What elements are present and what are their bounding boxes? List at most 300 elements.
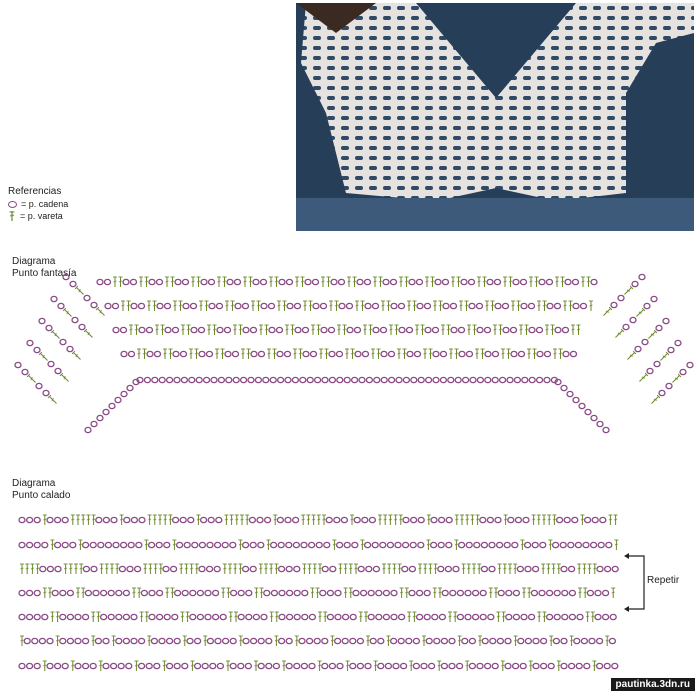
double-crochet-stitch xyxy=(239,636,243,646)
chain-stitch xyxy=(139,517,145,522)
double-crochet-stitch xyxy=(586,612,590,622)
chain-stitch xyxy=(413,663,419,668)
chain-stitch xyxy=(435,279,441,284)
double-crochet-stitch xyxy=(317,515,321,525)
chain-stitch xyxy=(201,279,207,284)
chain-stitch xyxy=(116,590,122,595)
double-crochet-stitch xyxy=(453,612,457,622)
double-crochet-stitch xyxy=(56,636,60,646)
double-crochet-stitch xyxy=(423,564,427,574)
legend-item-double-crochet xyxy=(8,211,63,221)
double-crochet-stitch xyxy=(48,395,58,405)
chain-stitch xyxy=(533,663,539,668)
chain-stitch xyxy=(409,590,415,595)
double-crochet-stitch xyxy=(553,349,557,359)
chain-stitch xyxy=(34,347,40,352)
chain-stitch xyxy=(368,614,374,619)
chain-stitch xyxy=(659,390,665,395)
double-crochet-stitch xyxy=(303,301,307,311)
double-crochet-stitch xyxy=(191,277,195,287)
chain-stitch xyxy=(91,302,97,307)
double-crochet-stitch xyxy=(551,325,555,335)
chain-stitch xyxy=(103,409,109,414)
double-crochet-stitch xyxy=(397,349,401,359)
chain-stitch xyxy=(207,542,213,547)
double-crochet-stitch xyxy=(359,612,363,622)
double-crochet-stitch xyxy=(76,588,80,598)
double-crochet-stitch xyxy=(387,301,391,311)
chain-stitch xyxy=(597,566,603,571)
chain-stitch xyxy=(487,517,493,522)
double-crochet-stitch xyxy=(259,564,263,574)
chain-stitch xyxy=(589,638,595,643)
chain-stitch xyxy=(568,542,574,547)
chain-stitch xyxy=(389,377,395,382)
double-crochet-stitch xyxy=(243,277,247,287)
double-crochet-stitch xyxy=(374,661,378,671)
chain-stitch xyxy=(603,590,609,595)
chain-stitch xyxy=(223,638,229,643)
chain-stitch xyxy=(90,663,96,668)
double-crochet-stitch xyxy=(161,325,165,335)
chain-stitch xyxy=(300,377,306,382)
chain-stitch xyxy=(337,542,343,547)
chain-stitch xyxy=(376,590,382,595)
chain-stitch xyxy=(97,279,103,284)
chain-stitch xyxy=(115,397,121,402)
double-crochet-stitch xyxy=(154,564,158,574)
chain-stitch xyxy=(22,369,28,374)
double-crochet-stitch xyxy=(398,564,402,574)
chain-stitch xyxy=(47,663,53,668)
double-crochet-stitch xyxy=(186,612,190,622)
double-crochet-stitch xyxy=(588,564,592,574)
double-crochet-stitch xyxy=(448,612,452,622)
chain-stitch xyxy=(257,517,263,522)
chain-stitch xyxy=(225,327,231,332)
double-crochet-stitch xyxy=(239,325,243,335)
double-crochet-stitch xyxy=(361,301,365,311)
chain-stitch xyxy=(469,303,475,308)
double-crochet-stitch xyxy=(460,515,464,525)
chain-stitch xyxy=(431,542,437,547)
double-crochet-stitch xyxy=(503,564,507,574)
chain-stitch xyxy=(175,590,181,595)
chain-stitch xyxy=(165,327,171,332)
double-crochet-stitch xyxy=(614,329,624,339)
chain-stitch xyxy=(204,377,210,382)
double-crochet-stitch xyxy=(332,540,336,550)
chain-stitch xyxy=(113,327,119,332)
chain-stitch xyxy=(498,590,504,595)
double-crochet-stitch xyxy=(381,301,385,311)
chain-stitch xyxy=(525,542,531,547)
double-crochet-stitch xyxy=(254,588,258,598)
double-crochet-stitch xyxy=(475,349,479,359)
double-crochet-stitch xyxy=(135,325,139,335)
chain-stitch xyxy=(571,351,577,356)
chain-stitch xyxy=(108,590,114,595)
chain-stitch xyxy=(330,566,336,571)
chain-stitch xyxy=(131,614,137,619)
double-crochet-stitch xyxy=(508,564,512,574)
chain-stitch xyxy=(455,377,461,382)
chain-stitch xyxy=(477,327,483,332)
double-crochet-stitch xyxy=(425,277,429,287)
chain-stitch xyxy=(301,663,307,668)
double-crochet-stitch xyxy=(230,515,234,525)
double-crochet-stitch xyxy=(110,564,114,574)
double-crochet-stitch xyxy=(614,515,618,525)
chain-stitch xyxy=(207,566,213,571)
chain-stitch xyxy=(438,566,444,571)
chain-stitch xyxy=(285,351,291,356)
chain-stitch xyxy=(463,377,469,382)
chain-stitch xyxy=(389,351,395,356)
chain-stitch xyxy=(391,303,397,308)
double-crochet-stitch xyxy=(81,588,85,598)
chain-stitch xyxy=(610,614,616,619)
double-crochet-stitch xyxy=(78,540,82,550)
chain-stitch xyxy=(324,542,330,547)
double-crochet-stitch xyxy=(481,349,485,359)
double-crochet-stitch xyxy=(477,564,481,574)
double-crochet-stitch xyxy=(329,301,333,311)
double-crochet-stitch xyxy=(274,636,278,646)
double-crochet-stitch xyxy=(238,564,242,574)
diagram1-heading: Diagrama xyxy=(12,256,56,267)
chain-stitch xyxy=(243,542,249,547)
double-crochet-stitch xyxy=(187,325,191,335)
diagram1-chart xyxy=(0,270,699,445)
chain-stitch xyxy=(201,517,207,522)
chain-stitch xyxy=(246,614,252,619)
chain-stitch xyxy=(666,383,672,388)
chain-stitch xyxy=(485,663,491,668)
chain-stitch xyxy=(321,327,327,332)
chain-stitch xyxy=(251,638,257,643)
double-crochet-stitch xyxy=(454,540,458,550)
chain-stitch xyxy=(443,279,449,284)
double-crochet-stitch xyxy=(532,515,536,525)
chain-stitch xyxy=(344,377,350,382)
chain-stitch xyxy=(103,517,109,522)
chain-stitch xyxy=(529,327,535,332)
chain-stitch xyxy=(159,638,165,643)
chain-stitch xyxy=(75,663,81,668)
double-crochet-stitch xyxy=(413,301,417,311)
double-crochet-stitch xyxy=(323,612,327,622)
chain-icon xyxy=(8,201,17,208)
double-crochet-stitch xyxy=(217,277,221,287)
chain-stitch xyxy=(139,638,145,643)
chain-stitch xyxy=(415,351,421,356)
chain-stitch xyxy=(663,318,669,323)
chain-stitch xyxy=(507,377,513,382)
double-crochet-stitch xyxy=(587,277,591,287)
double-crochet-stitch xyxy=(165,277,169,287)
chain-stitch xyxy=(381,327,387,332)
chain-stitch xyxy=(123,638,129,643)
chain-stitch xyxy=(47,517,53,522)
chain-stitch xyxy=(27,542,33,547)
legend-label: = p. cadena xyxy=(21,199,69,209)
chain-stitch xyxy=(174,377,180,382)
chain-stitch xyxy=(60,638,66,643)
chain-stitch xyxy=(421,663,427,668)
chain-stitch xyxy=(630,317,636,322)
double-crochet-stitch xyxy=(173,301,177,311)
chain-stitch xyxy=(403,517,409,522)
chain-stitch xyxy=(334,517,340,522)
double-crochet-stitch xyxy=(437,661,441,671)
chain-stitch xyxy=(417,279,423,284)
double-crochet-stitch xyxy=(543,301,547,311)
chain-stitch xyxy=(173,351,179,356)
chain-stitch xyxy=(434,638,440,643)
chain-stitch xyxy=(497,542,503,547)
chain-stitch xyxy=(60,339,66,344)
chain-stitch xyxy=(191,327,197,332)
double-crochet-stitch xyxy=(559,349,563,359)
chain-stitch xyxy=(109,403,115,408)
double-crochet-stitch xyxy=(254,661,258,671)
double-crochet-stitch xyxy=(522,588,526,598)
chain-stitch xyxy=(15,362,21,367)
chain-stitch xyxy=(36,383,42,388)
chain-stitch xyxy=(42,542,48,547)
chain-stitch xyxy=(432,614,438,619)
chain-stitch xyxy=(335,614,341,619)
legend-title: Referencias xyxy=(8,186,62,197)
double-crochet-stitch xyxy=(30,564,34,574)
chain-stitch xyxy=(632,281,638,286)
double-crochet-stitch xyxy=(364,612,368,622)
chain-stitch xyxy=(105,303,111,308)
chain-stitch xyxy=(175,279,181,284)
chain-stitch xyxy=(451,327,457,332)
double-crochet-stitch xyxy=(671,374,681,384)
chain-stitch xyxy=(226,377,232,382)
chain-stitch xyxy=(380,542,386,547)
double-crochet-stitch xyxy=(489,588,493,598)
double-crochet-stitch xyxy=(537,301,541,311)
chain-stitch xyxy=(606,542,612,547)
double-crochet-stitch xyxy=(325,349,329,359)
double-crochet-stitch xyxy=(514,636,518,646)
double-crochet-stitch xyxy=(407,612,411,622)
chain-stitch xyxy=(164,614,170,619)
chain-stitch xyxy=(411,377,417,382)
double-crochet-stitch xyxy=(351,349,355,359)
diagram2-subtitle: Punto calado xyxy=(12,490,71,501)
chain-stitch xyxy=(174,663,180,668)
chain-stitch xyxy=(147,327,153,332)
double-crochet-stitch xyxy=(496,612,500,622)
double-crochet-stitch xyxy=(91,636,95,646)
double-crochet-stitch xyxy=(293,349,297,359)
chain-stitch xyxy=(216,517,222,522)
chain-stitch xyxy=(513,663,519,668)
chain-stitch xyxy=(618,295,624,300)
double-crochet-stitch xyxy=(335,301,339,311)
double-crochet-stitch xyxy=(409,661,413,671)
double-crochet-stitch xyxy=(462,564,466,574)
chain-stitch xyxy=(654,361,660,366)
chain-stitch xyxy=(409,279,415,284)
chain-stitch xyxy=(108,614,114,619)
double-crochet-stitch xyxy=(467,564,471,574)
chain-stitch xyxy=(355,351,361,356)
chain-stitch xyxy=(27,614,33,619)
chain-stitch xyxy=(207,351,213,356)
double-crochet-stitch xyxy=(403,349,407,359)
chain-stitch xyxy=(517,566,523,571)
chain-stitch xyxy=(152,377,158,382)
chain-stitch xyxy=(123,614,129,619)
chain-stitch xyxy=(597,638,603,643)
double-crochet-stitch xyxy=(561,277,565,287)
double-crochet-stitch xyxy=(195,564,199,574)
chain-stitch xyxy=(461,279,467,284)
double-crochet-stitch xyxy=(542,612,546,622)
chain-stitch xyxy=(525,638,531,643)
chain-stitch xyxy=(383,279,389,284)
chain-stitch xyxy=(42,614,48,619)
chain-stitch xyxy=(537,327,543,332)
chain-stitch xyxy=(182,663,188,668)
chain-stitch xyxy=(75,614,81,619)
double-crochet-stitch xyxy=(583,588,587,598)
double-crochet-stitch xyxy=(431,277,435,287)
chain-stitch xyxy=(575,542,581,547)
chain-stitch xyxy=(373,303,379,308)
chain-stitch xyxy=(426,638,432,643)
double-crochet-stitch xyxy=(137,349,141,359)
double-crochet-stitch xyxy=(113,277,117,287)
chain-stitch xyxy=(370,638,376,643)
chain-stitch xyxy=(230,638,236,643)
chain-stitch xyxy=(183,279,189,284)
chain-stitch xyxy=(341,517,347,522)
chain-stitch xyxy=(43,390,49,395)
chain-stitch xyxy=(286,566,292,571)
chain-stitch xyxy=(492,663,498,668)
chain-stitch xyxy=(547,590,553,595)
chain-stitch xyxy=(411,517,417,522)
chain-stitch xyxy=(83,566,89,571)
chain-stitch xyxy=(525,566,531,571)
chain-stitch xyxy=(235,279,241,284)
double-crochet-stitch xyxy=(112,636,116,646)
chain-stitch xyxy=(67,346,73,351)
chain-stitch xyxy=(533,566,539,571)
chain-stitch xyxy=(70,281,76,286)
double-crochet-stitch xyxy=(241,349,245,359)
chain-stitch xyxy=(508,517,514,522)
chain-stitch xyxy=(493,351,499,356)
chain-stitch xyxy=(278,377,284,382)
chain-stitch xyxy=(173,327,179,332)
chain-stitch xyxy=(487,279,493,284)
chain-stitch xyxy=(470,377,476,382)
double-crochet-stitch xyxy=(473,325,477,335)
chain-stitch xyxy=(27,340,33,345)
chain-stitch xyxy=(243,638,249,643)
chain-stitch xyxy=(469,279,475,284)
chain-stitch xyxy=(342,638,348,643)
double-crochet-stitch xyxy=(527,349,531,359)
chain-stitch xyxy=(149,590,155,595)
chain-stitch xyxy=(429,663,435,668)
chain-stitch xyxy=(84,295,90,300)
chain-stitch xyxy=(477,377,483,382)
chain-stitch xyxy=(352,377,358,382)
double-crochet-stitch xyxy=(491,301,495,311)
double-crochet-stitch xyxy=(537,612,541,622)
chain-stitch xyxy=(561,566,567,571)
double-crochet-stitch xyxy=(458,636,462,646)
chain-stitch xyxy=(294,590,300,595)
double-crochet-stitch xyxy=(39,352,49,362)
chain-stitch xyxy=(467,351,473,356)
chain-stitch xyxy=(116,614,122,619)
chain-stitch xyxy=(567,391,573,396)
chain-stitch xyxy=(373,327,379,332)
chain-stitch xyxy=(548,663,554,668)
chain-stitch xyxy=(121,542,127,547)
double-crochet-stitch xyxy=(577,325,581,335)
chain-stitch xyxy=(433,351,439,356)
double-crochet-stitch xyxy=(207,325,211,335)
chain-stitch xyxy=(353,590,359,595)
chain-stitch xyxy=(451,303,457,308)
double-crochet-stitch xyxy=(476,515,480,525)
chain-stitch xyxy=(286,663,292,668)
double-crochet-stitch xyxy=(483,277,487,287)
chain-stitch xyxy=(417,303,423,308)
chain-stitch xyxy=(560,542,566,547)
double-crochet-stitch xyxy=(330,636,334,646)
chain-stitch xyxy=(439,614,445,619)
double-crochet-stitch xyxy=(127,301,131,311)
chain-stitch xyxy=(238,590,244,595)
double-crochet-stitch xyxy=(611,588,615,598)
chain-stitch xyxy=(354,517,360,522)
double-crochet-stitch xyxy=(195,349,199,359)
chain-stitch xyxy=(34,542,40,547)
chain-stitch xyxy=(337,663,343,668)
chain-stitch xyxy=(83,542,89,547)
chain-stitch xyxy=(424,614,430,619)
chain-stitch xyxy=(418,517,424,522)
double-crochet-stitch xyxy=(318,612,322,622)
chain-stitch xyxy=(113,542,119,547)
chain-stitch xyxy=(539,279,545,284)
double-crochet-stitch xyxy=(273,349,277,359)
chain-stitch xyxy=(492,377,498,382)
double-crochet-stitch xyxy=(422,636,426,646)
chain-stitch xyxy=(258,542,264,547)
chain-stitch xyxy=(192,542,198,547)
chain-stitch xyxy=(363,351,369,356)
chain-stitch xyxy=(515,517,521,522)
chain-stitch xyxy=(466,542,472,547)
repeat-label: Repetir xyxy=(647,575,680,586)
chain-stitch xyxy=(180,517,186,522)
double-crochet-stitch xyxy=(233,325,237,335)
double-crochet-stitch xyxy=(319,349,323,359)
